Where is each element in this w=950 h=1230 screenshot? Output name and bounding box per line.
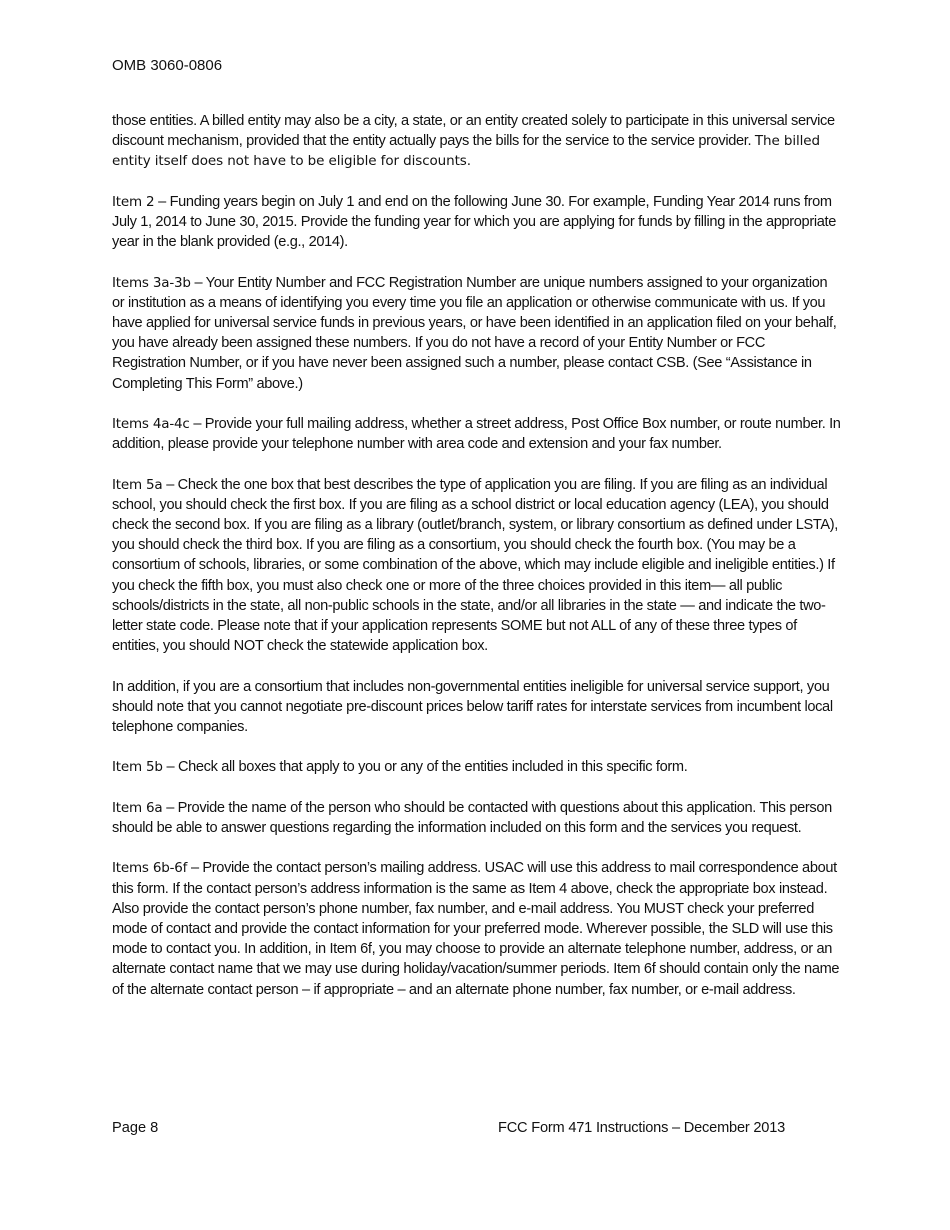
paragraph-items-3a-3b bbox=[112, 273, 842, 394]
item-label: Items 4a-4c bbox=[112, 416, 190, 432]
paragraph-item-5b bbox=[112, 757, 842, 777]
paragraph-text: – Provide your full mailing address, whether a street address, Post Office Box number, or route number. In addition, please provide your telephone number with area code and extension and your fax number. bbox=[112, 416, 841, 453]
paragraph-text: – Provide the name of the person who should be contacted with questions about this application. This person should be able to answer questions regarding the information included on this form and the services you request. bbox=[112, 799, 832, 836]
paragraph-item-2 bbox=[112, 192, 842, 253]
paragraph-text: those entities. A billed entity may also be a city, a state, or an entity created solely to participate in this universal service discount mechanism, provided that the entity actually pays the bills for the service to the service provider. bbox=[112, 113, 835, 150]
paragraph-item-6a bbox=[112, 798, 842, 838]
item-label: Item 5b bbox=[112, 759, 163, 776]
paragraph-text: In addition, if you are a consortium that includes non-governmental entities ineligible for universal service support, you should note that you cannot negotiate pre-discount prices below tariff rates for interstate services from incumbent local telephone companies. bbox=[112, 678, 833, 736]
paragraph-text: – Provide the contact person’s mailing address. USAC will use this address to mail correspondence about this form. If the contact person’s address information is the same as Item 4 above, check the appropriate box instead. Also provide the contact person’s phone number, fax number, and e-mail address. You MUST check your preferred mode of contact and provide the contact information for your preferred mode. Wherever possible, the SLD will use this mode to contact you. In addition, in Item 6f, you may choose to provide an alternate telephone number, address, or an alternate contact name that we may use during holiday/vacation/summer periods. Item 6f should contain only the name of the alternate contact person – if appropriate – and an alternate phone number, fax number, or e-mail address. bbox=[112, 860, 840, 998]
item-label: Item 6a bbox=[112, 799, 163, 816]
paragraph-billed-entity bbox=[112, 111, 842, 172]
paragraph-text: – Funding years begin on July 1 and end on the following June 30. For example, Funding Year 2014 runs from July 1, 2014 to June 30, 2015. Provide the funding year for which you are applying for funds by filling in the appropriate year in the blank provided (e.g., 2014). bbox=[112, 193, 836, 251]
item-label: Items 3a-3b bbox=[112, 274, 191, 291]
item-label: Items 6b-6f bbox=[112, 860, 188, 877]
paragraph-items-4a-4c bbox=[112, 414, 842, 454]
form-title-footer: FCC Form 471 Instructions – December 2013 bbox=[498, 1120, 786, 1136]
paragraph-consortium-note bbox=[112, 677, 842, 738]
item-label: Item 2 bbox=[112, 193, 155, 210]
page-number: Page 8 bbox=[112, 1120, 159, 1136]
paragraph-text: – Check all boxes that apply to you or any of the entities included in this specific form. bbox=[162, 759, 688, 776]
document-body bbox=[112, 111, 842, 1020]
paragraph-tail: The billed entity itself does not have to be eligible for discounts. bbox=[112, 133, 820, 170]
paragraph-items-6b-6f bbox=[112, 858, 842, 999]
item-label: Item 5a bbox=[112, 476, 163, 493]
paragraph-text: – Check the one box that best describes the type of application you are filing. If you are filing as an individual school, you should check the first box. If you are filing as a school district or local education agency (LEA), you should check the second box. If you are filing as a library (outlet/branch, system, or library consortium as defined under LSTA), you should check the third box. If you are filing as a consortium, you should check the fourth box. (You may be a consortium of schools, libraries, or some combination of the above, which may include eligible and ineligible entities.) If you check the fifth box, you must also check one or more of the three choices provided in this item— all public schools/districts in the state, all non-public schools in the state, and/or all libraries in the state — and indicate the two-letter state code. Please note that if your application represents SOME but not ALL of any of these three types of entities, you should NOT check the statewide application box. bbox=[112, 476, 838, 655]
paragraph-text: – Your Entity Number and FCC Registration Number are unique numbers assigned to your organization or institution as a means of identifying you every time you file an application or otherwise communicate with us. If you have applied for universal service funds in previous years, or have been identified in an application filed on your behalf, you have already been assigned these numbers. If you do not have a record of your Entity Number or FCC Registration Number, or if you have never been assigned such a number, please contact CSB. (See “Assistance in Completing This Form” above.) bbox=[112, 274, 837, 392]
paragraph-item-5a bbox=[112, 475, 842, 657]
omb-number: OMB 3060-0806 bbox=[112, 57, 223, 74]
